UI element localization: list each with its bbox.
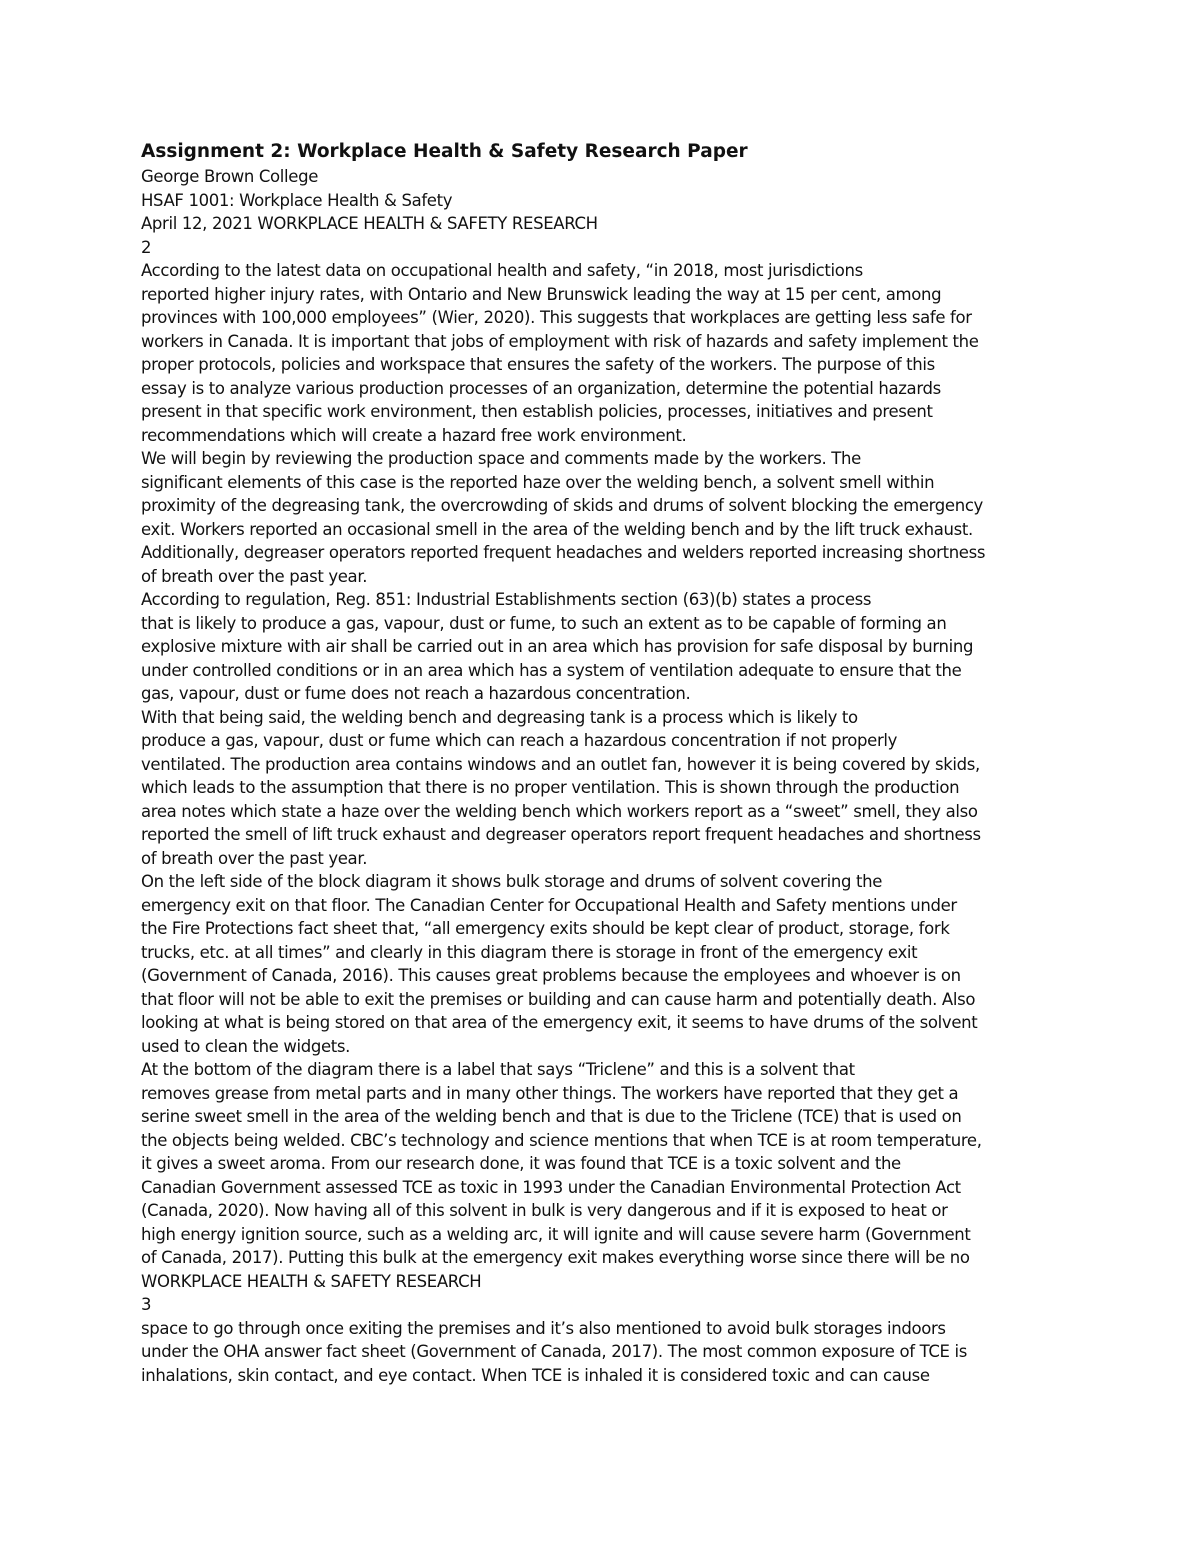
text-line: 3 [141,1295,152,1314]
text-line: of Canada, 2017). Putting this bulk at the emergency exit makes everything worse since there will be no [141,1248,970,1267]
text-line: We will begin by reviewing the production space and comments made by the workers. The [141,449,861,468]
text-line: reported the smell of lift truck exhaust and degreaser operators report frequent headaches and shortness [141,825,981,844]
text-line: (Canada, 2020). Now having all of this solvent in bulk is very dangerous and if it is exposed to heat or [141,1201,948,1220]
text-line: WORKPLACE HEALTH & SAFETY RESEARCH [141,1271,482,1291]
text-line: produce a gas, vapour, dust or fume which can reach a hazardous concentration if not properly [141,731,898,750]
text-line: the Fire Protections fact sheet that, “all emergency exits should be kept clear of product, storage, fork [141,919,950,938]
text-line: HSAF 1001: Workplace Health & Safety [141,190,453,210]
text-line: under controlled conditions or in an area which has a system of ventilation adequate to ensure that the [141,660,962,680]
document-body [141,139,1061,1387]
text-line: that is likely to produce a gas, vapour, dust or fume, to such an extent as to be capable of forming an [141,613,947,633]
text-line: ventilated. The production area contains windows and an outlet fan, however it is being covered by skids, [141,754,980,774]
text-line: of breath over the past year. [141,566,368,586]
text-line: gas, vapour, dust or fume does not reach a hazardous concentration. [141,684,691,703]
text-line: used to clean the widgets. [141,1036,351,1056]
text-line: trucks, etc. at all times” and clearly in this diagram there is storage in front of the emergency exit [141,942,918,962]
text-line: emergency exit on that floor. The Canadian Center for Occupational Health and Safety mentions under [141,895,957,915]
text-line: which leads to the assumption that there is no proper ventilation. This is shown through the production [141,778,960,797]
text-line: (Government of Canada, 2016). This causes great problems because the employees and whoever is on [141,966,961,985]
text-line: removes grease from metal parts and in many other things. The workers have reported that they get a [141,1083,959,1103]
text-line: serine sweet smell in the area of the welding bench and that is due to the Triclene (TCE) that is used on [141,1107,962,1126]
text-line: According to regulation, Reg. 851: Industrial Establishments section (63)(b) states a process [141,590,872,609]
text-line: looking at what is being stored on that area of the emergency exit, it seems to have drums of the solvent [141,1013,978,1032]
text-line: space to go through once exiting the premises and it’s also mentioned to avoid bulk storages indoors [141,1318,946,1338]
text-line: proximity of the degreasing tank, the overcrowding of skids and drums of solvent blocking the emergency [141,496,983,515]
text-line: According to the latest data on occupational health and safety, “in 2018, most jurisdictions [141,261,863,280]
text-line: At the bottom of the diagram there is a label that says “Triclene” and this is a solvent that [141,1060,855,1079]
text-line: the objects being welded. CBC’s technology and science mentions that when TCE is at room temperature, [141,1130,982,1150]
text-line: On the left side of the block diagram it shows bulk storage and drums of solvent covering the [141,872,882,891]
text-line: exit. Workers reported an occasional smell in the area of the welding bench and by the lift truck exhaust. [141,519,973,539]
text-line: workers in Canada. It is important that jobs of employment with risk of hazards and safety implement the [141,331,979,351]
text-line: area notes which state a haze over the welding bench which workers report as a “sweet” smell, they also [141,801,978,821]
text-line: recommendations which will create a hazard free work environment. [141,425,687,445]
text-line: under the OHA answer fact sheet (Government of Canada, 2017). The most common exposure of TCE is [141,1342,967,1361]
document-title: Assignment 2: Workplace Health & Safety Research Paper [141,141,748,162]
text-line: George Brown College [141,167,318,186]
text-line: Canadian Government assessed TCE as toxic in 1993 under the Canadian Environmental Protection Act [141,1177,961,1197]
text-line: reported higher injury rates, with Ontario and New Brunswick leading the way at 15 per cent, among [141,284,942,304]
text-line: present in that specific work environment, then establish policies, processes, initiatives and present [141,402,933,421]
text-line: essay is to analyze various production processes of an organization, determine the potential hazards [141,378,941,398]
text-line: inhalations, skin contact, and eye contact. When TCE is inhaled it is considered toxic and can cause [141,1365,930,1385]
text-line: 2 [141,237,152,257]
text-line: explosive mixture with air shall be carried out in an area which has provision for safe disposal by burning [141,637,974,656]
text-line: proper protocols, policies and workspace that ensures the safety of the workers. The purpose of this [141,355,935,374]
text-line: high energy ignition source, such as a welding arc, it will ignite and will cause severe harm (Government [141,1224,971,1244]
text-line: of breath over the past year. [141,848,368,868]
text-line: significant elements of this case is the reported haze over the welding bench, a solvent smell within [141,472,935,492]
text-line: With that being said, the welding bench and degreasing tank is a process which is likely to [141,707,858,727]
text-line: it gives a sweet aroma. From our research done, it was found that TCE is a toxic solvent and the [141,1154,901,1173]
document-text [141,165,1061,1387]
text-line: Additionally, degreaser operators reported frequent headaches and welders reported increasing shortness [141,543,986,562]
text-line: April 12, 2021 WORKPLACE HEALTH & SAFETY RESEARCH [141,214,598,233]
text-line: provinces with 100,000 employees” (Wier, 2020). This suggests that workplaces are getting less safe for [141,308,972,327]
text-line: that floor will not be able to exit the premises or building and can cause harm and potentially death. Also [141,989,976,1009]
